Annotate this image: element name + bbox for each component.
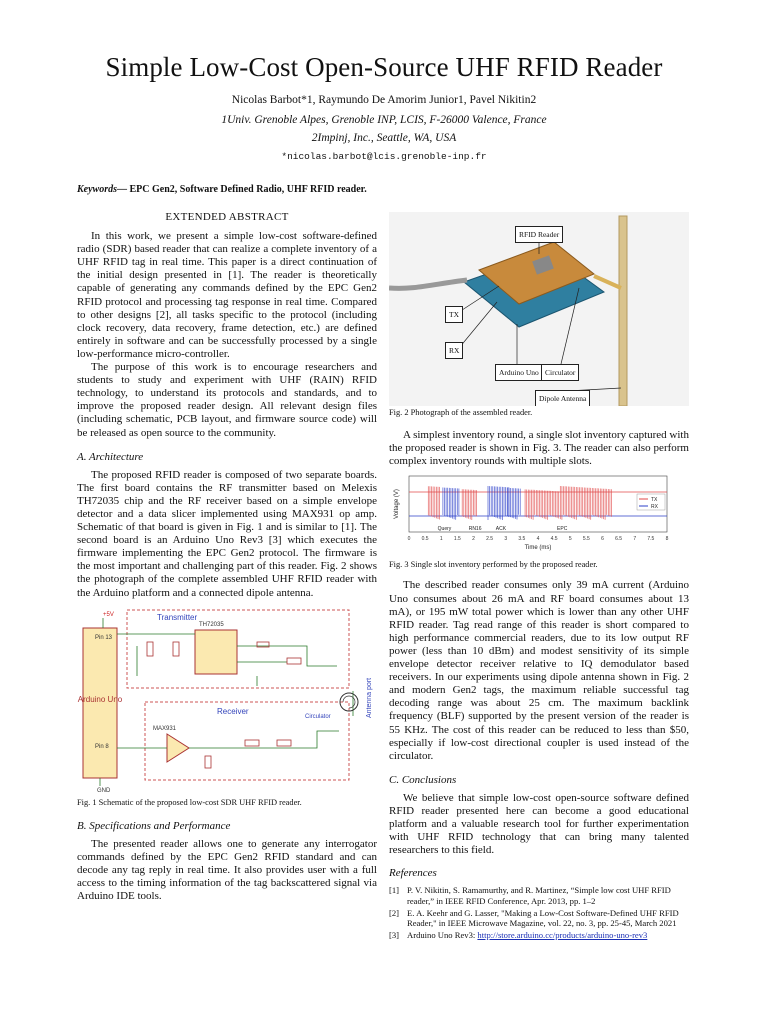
reference-text: Arduino Uno Rev3: http://store.arduino.cc/products/arduino-uno-rev3 xyxy=(407,930,648,941)
x-tick-label: 6.5 xyxy=(615,536,623,543)
x-tick-label: 4.5 xyxy=(550,536,558,543)
schematic-figure xyxy=(77,606,377,796)
section-specifications: B. Specifications and Performance xyxy=(77,819,231,832)
abstract-heading: EXTENDED ABSTRACT xyxy=(165,211,289,223)
photo-label-rfid-reader: RFID Reader xyxy=(515,226,563,243)
x-tick-label: 8 xyxy=(665,536,669,543)
section-conclusions: C. Conclusions xyxy=(389,773,457,786)
abstract-paragraph-1: In this work, we present a simple low-cost software-defined radio (SDR) based reader that can realize a complete inventory of a UHF RFID tag in real time. This paper is a direct continuation of the initial design presented in [1]. The reader is theoretically capable of generating any commands defined by the EPC Gen2 RFID protocol and processing tag response in real time. Compared to other designs [2], all tasks specific to the protocol (including clock recovery, data recovery, frame detection, etc.) are defined entirely in software and can be successfully processed by a single low-performance micro-controller. xyxy=(77,230,377,360)
results-paragraph: The described reader consumes only 39 mA current (Arduino Uno consumes about 26 mA and RF board consumes about 13 mA), or 195 mW total power which is lower than any other UHF RFID reader. Tag read range of this reader is short compared to high performance commercial readers, due to its low output RF power (less than 10 dBm) and modest sensitivity of its simple envelope detector receiver relative to IQ demodulator based receivers. In our experiments using dipole antenna shown in Fig. 2 and modern Gen2 tags, the maximum reliable successful tag decoding range was about 25 cm. The maximum backlink frequency (BLF) supported by the present version of the reader is 55 KHz. The cost of this reader can be reduced to less than $50, especially if low-cost directional coupler is used instead of the circulator. xyxy=(389,579,689,762)
affiliation-2: 2Impinj, Inc., Seattle, WA, USA xyxy=(311,132,457,144)
x-tick-label: 5.5 xyxy=(582,536,590,543)
reference-item xyxy=(389,908,689,928)
schematic-gnd: GND xyxy=(97,787,111,794)
x-tick-label: 3 xyxy=(504,536,508,543)
x-tick-label: 0 xyxy=(407,536,411,543)
architecture-paragraph: The proposed RFID reader is composed of two separate boards. The first board contains the RF transmitter based on Melexis TH72035 chip and the RF receiver based on a simple envelope detector and a data slicer implemented using MAX931 op amp. Schematic of that board is given in Fig. 1 and is similar to [1]. The second board is an Arduino Uno Rev3 [3] which executes the firmware implementing the EPC Gen2 protocol. The firmware is the most important and challenging part of this reader. Fig. 2 shows the photograph of the complete assembled UHF RFID reader with the Arduino platform and a connected dipole antenna. xyxy=(77,468,377,599)
photo-label-rx: RX xyxy=(445,342,463,359)
photo-label-arduino: Arduino Uno xyxy=(495,364,543,381)
references-list xyxy=(389,885,689,940)
dipole-antenna xyxy=(619,216,627,406)
reference-item xyxy=(389,885,689,905)
chart-annotation: ACK xyxy=(495,526,507,533)
chip-block xyxy=(195,630,237,674)
specifications-paragraph: The presented reader allows one to generate any interrogator commands defined by the EPC Gen2 RFID standard and can decode any tag reply in real time. It also provides user with a full access to the timing information of the tag backscattered signal via Arduino IDE tools. xyxy=(77,837,377,903)
schematic-opamp-label: MAX931 xyxy=(153,725,177,732)
section-architecture: A. Architecture xyxy=(77,450,144,463)
x-tick-label: 2 xyxy=(472,536,475,543)
photo-label-tx: TX xyxy=(445,306,463,323)
legend-label-tx: TX xyxy=(651,497,658,504)
schematic-transmitter-label: Transmitter xyxy=(157,612,198,622)
schematic-vcc: +5V xyxy=(103,611,114,618)
reference-text: P. V. Nikitin, S. Ramamurthy, and R. Martinez, “Simple low cost UHF RFID reader,” in IEEE RFID Conference, Apr. 2013, pp. 1–2 xyxy=(407,885,671,906)
fig2-caption: Fig. 2 Photograph of the assembled reader. xyxy=(389,408,533,417)
schematic-arduino-label: Arduino Uno xyxy=(77,694,123,704)
series-burst-tx xyxy=(525,486,611,520)
x-tick-label: 7 xyxy=(633,536,637,543)
x-tick-label: 4 xyxy=(536,536,540,543)
keywords-label: Keywords xyxy=(77,184,117,195)
reference-number: [1] xyxy=(389,885,400,896)
reference-number: [2] xyxy=(389,907,400,918)
fig3-caption: Fig. 3 Single slot inventory performed by the proposed reader. xyxy=(389,560,598,570)
x-tick-label: 2.5 xyxy=(486,536,494,543)
schematic-pin13: Pin 13 xyxy=(95,634,113,641)
x-tick-label: 3.5 xyxy=(518,536,526,543)
chart-annotation: EPC xyxy=(557,526,568,533)
fig1-caption: Fig. 1 Schematic of the proposed low-cost SDR UHF RFID reader. xyxy=(77,797,302,807)
schematic-chip-label: TH72035 xyxy=(199,621,224,628)
keywords-text: — EPC Gen2, Software Defined Radio, UHF RFID reader. xyxy=(117,184,367,195)
x-tick-label: 1.5 xyxy=(453,536,461,543)
chart-annotation: RN16 xyxy=(468,526,482,533)
x-tick-label: 0.5 xyxy=(421,536,429,543)
schematic-circulator-label: Circulator xyxy=(305,713,331,720)
schematic-receiver-label: Receiver xyxy=(217,706,249,716)
x-axis-label: Time (ms) xyxy=(524,545,552,552)
email: *nicolas.barbot@lcis.grenoble-inp.fr xyxy=(281,151,487,162)
abstract-paragraph-2: The purpose of this work is to encourage researchers and students to study and experiment with UHF (RAIN) RFID technology, to understand its protocols and standards, and to improve the proposed reader design. All relevant design files (including schematic, PCB layout, and firmware source code) will be released as open source to the community. xyxy=(77,361,377,439)
reference-text: E. A. Keehr and G. Lasser, "Making a Low-Cost Software-Defined UHF RFID Reader," in IEEE Microwave Magazine, vol. 22, no. 3, pp. 25-45, March 2021 xyxy=(407,907,679,929)
inventory-paragraph: A simplest inventory round, a single slot inventory captured with the proposed reader is shown in Fig. 3. The reader can also perform complex inventory rounds with multiple slots. xyxy=(389,429,689,468)
x-tick-label: 7.5 xyxy=(647,536,655,543)
x-tick-label: 6 xyxy=(601,536,604,543)
authors: Nicolas Barbot*1, Raymundo De Amorim Junior1, Pavel Nikitin2 xyxy=(231,94,537,106)
y-axis-label: Voltage (V) xyxy=(394,489,400,520)
reference-number: [3] xyxy=(389,930,400,941)
photo-label-circulator: Circulator xyxy=(541,364,579,381)
reader-photo xyxy=(389,212,689,406)
right-column xyxy=(389,206,689,942)
left-column xyxy=(77,184,377,903)
reference-link[interactable]: http://store.arduino.cc/products/arduino-uno-rev3 xyxy=(477,930,648,941)
references-heading: References xyxy=(389,867,437,880)
paper-title: Simple Low-Cost Open-Source UHF RFID Reader xyxy=(105,52,663,82)
schematic-antenna-label: Antenna port xyxy=(366,677,373,718)
chart-annotation: Query xyxy=(437,526,452,533)
inventory-chart xyxy=(389,472,689,558)
reference-item xyxy=(389,930,689,940)
photo-label-dipole: Dipole Antenna xyxy=(535,390,590,406)
conclusions-paragraph: We believe that simple low-cost open-source software defined RFID reader presented here can become a good educational platform and a valuable research tool for further experimentation with UHF RFID technology that can bring many talented researchers to this field. xyxy=(389,791,689,857)
keywords xyxy=(77,184,377,196)
schematic-pin8: Pin 8 xyxy=(95,743,109,750)
x-tick-label: 5 xyxy=(568,536,572,543)
affiliation-1: 1Univ. Grenoble Alpes, Grenoble INP, LCIS, F-26000 Valence, France xyxy=(221,114,547,126)
x-tick-label: 1 xyxy=(439,536,443,543)
legend-label-rx: RX xyxy=(651,504,658,511)
